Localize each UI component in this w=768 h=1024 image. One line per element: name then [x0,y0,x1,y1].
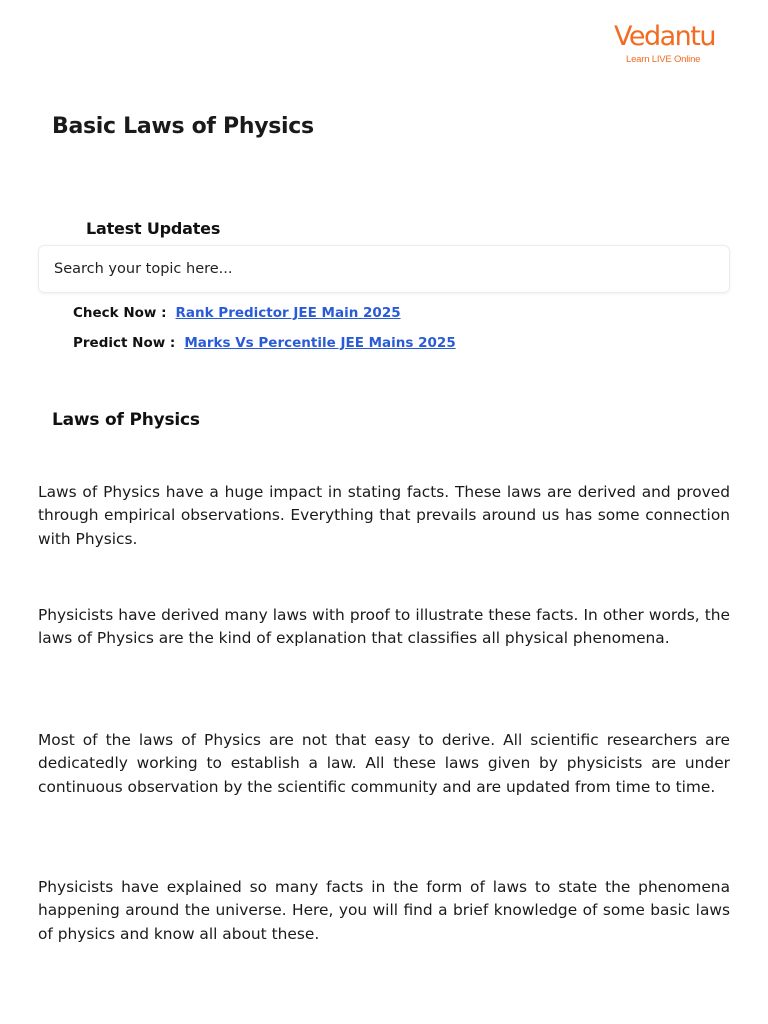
search-box[interactable] [38,245,730,293]
vedantu-logo[interactable] [612,20,715,74]
update-label: Predict Now : [73,335,176,351]
marks-vs-percentile-link[interactable]: Marks Vs Percentile JEE Mains 2025 [184,335,456,351]
section-heading: Laws of Physics [52,410,200,430]
update-item-marks-vs-percentile [73,335,456,351]
latest-updates-heading: Latest Updates [86,219,221,238]
update-label: Check Now : [73,305,167,321]
brand-tagline: Learn LIVE Online [626,54,701,65]
brand-name: Vedantu [614,21,715,52]
paragraph-1: Laws of Physics have a huge impact in stating facts. These laws are derived and proved through empirical observations. Everything that prevails around us has some connection with Physics. [38,483,730,548]
search-input[interactable] [54,261,729,277]
rank-predictor-link[interactable]: Rank Predictor JEE Main 2025 [175,305,401,321]
paragraph-2: Physicists have derived many laws with proof to illustrate these facts. In other words, the laws of Physics are the kind of explanation that classifies all physical phenomena. [38,606,730,648]
page-title: Basic Laws of Physics [52,114,314,139]
update-item-rank-predictor [73,305,401,321]
paragraph-3: Most of the laws of Physics are not that easy to derive. All scientific researchers are dedicatedly working to establish a law. All these laws given by physicists are under continuous observation by the scientific community and are updated from time to time. [38,731,730,796]
paragraph-4: Physicists have explained so many facts in the form of laws to state the phenomena happening around the universe. Here, you will find a brief knowledge of some basic laws of physics and know all about these. [38,878,730,943]
